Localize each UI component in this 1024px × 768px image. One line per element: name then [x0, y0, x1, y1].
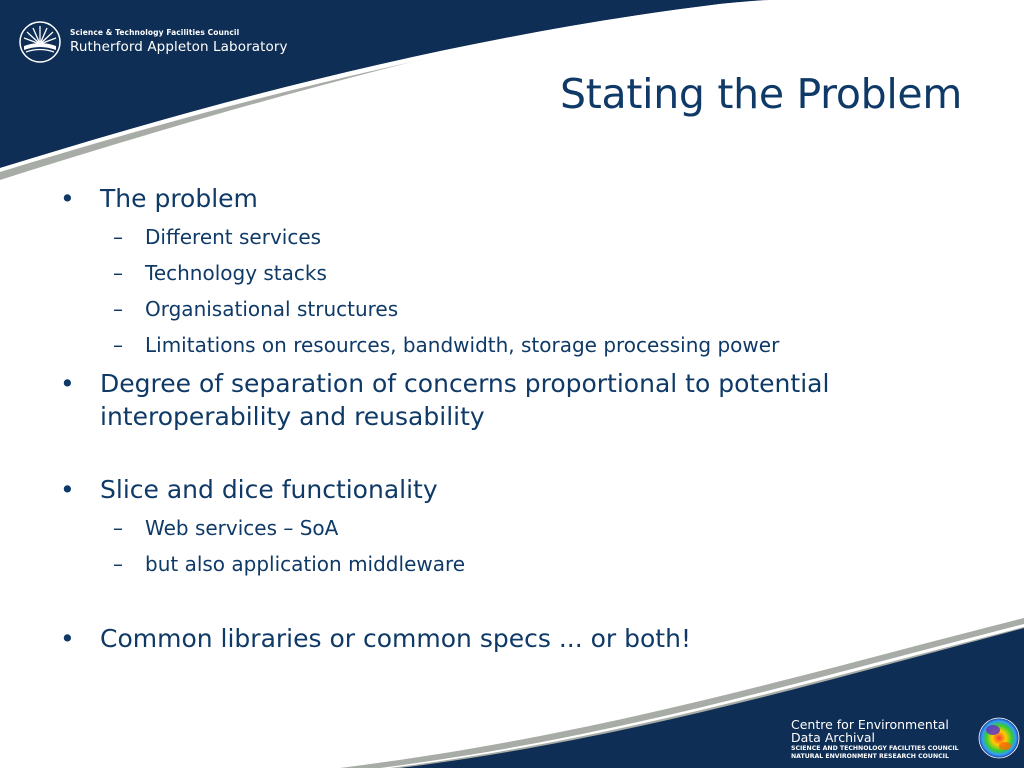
sub-bullet-text: Limitations on resources, bandwidth, storage processing power [145, 333, 780, 357]
sub-bullet-item [58, 291, 938, 327]
dash-marker: – [113, 552, 123, 576]
globe-icon [977, 716, 1021, 760]
footer-line-3: SCIENCE AND TECHNOLOGY FACILITIES COUNCIL [791, 745, 959, 752]
sub-bullet-text: Technology stacks [145, 261, 327, 285]
bullet-text: Slice and dice functionality [100, 475, 438, 504]
bullet-text: The problem [100, 184, 258, 213]
sub-bullet-text: Different services [145, 225, 322, 249]
sub-bullet-text: Web services – SoA [145, 516, 339, 540]
org-small-name: Science & Technology Facilities Council [70, 28, 240, 37]
footer-line-2: Data Archival [791, 730, 876, 745]
bullet-text-line1: Degree of separation of concerns proportional to potential [100, 369, 830, 398]
sub-bullet-item [58, 327, 938, 363]
footer-line-1: Centre for Environmental [791, 717, 949, 732]
bullet-marker: • [60, 624, 75, 653]
header-logo-text [70, 28, 288, 56]
bullet-text: Common libraries or common specs ... or both! [100, 624, 691, 653]
org-big-name: Rutherford Appleton Laboratory [70, 39, 288, 55]
dash-marker: – [113, 261, 123, 285]
slide-title: Stating the Problem [560, 70, 962, 118]
sub-bullet-item [58, 510, 938, 546]
bullet-text-line2: interoperability and reusability [100, 402, 485, 431]
sub-bullet-item [58, 255, 938, 291]
sub-bullet-item [58, 546, 938, 582]
header-logo [18, 20, 288, 64]
slide-body [58, 182, 938, 655]
bullet-item [58, 367, 938, 433]
bullet-marker: • [60, 184, 75, 213]
bullet-marker: • [60, 369, 75, 398]
sub-bullet-text: but also application middleware [145, 552, 466, 576]
dash-marker: – [113, 297, 123, 321]
dash-marker: – [113, 225, 123, 249]
sub-bullet-item [58, 219, 938, 255]
sub-bullet-text: Organisational structures [145, 297, 399, 321]
bullet-item [58, 622, 938, 655]
dash-marker: – [113, 333, 123, 357]
dash-marker: – [113, 516, 123, 540]
footer-logo [791, 718, 1024, 768]
bullet-item [58, 182, 938, 215]
bullet-item [58, 473, 938, 506]
sunburst-logo-icon [18, 20, 62, 64]
bullet-marker: • [60, 475, 75, 504]
footer-line-4: NATURAL ENVIRONMENT RESEARCH COUNCIL [791, 753, 949, 760]
